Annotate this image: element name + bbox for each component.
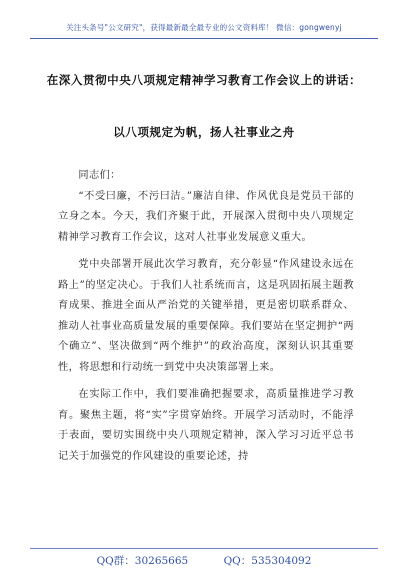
page-header (0, 0, 408, 44)
document-title: 在深入贯彻中央八项规定精神学习教育工作会议上的讲话： (46, 73, 362, 87)
header-divider (30, 38, 378, 39)
document-body (58, 166, 354, 467)
header-promo-text: 关注头条号"公文研究"，获得最新最全最专业的公文资料库！ 微信：gongwenyj (66, 23, 342, 32)
paragraph-1: “不受曰廉，不污曰洁。”廉洁自律、作风优良是党员干部的立身之本。今天，我们齐聚于此，开展深入贯彻中央八项规定精神学习教育工作会议，这对人社事业发展意义重大。 (58, 190, 354, 243)
paragraph-3: 在实际工作中，我们要准确把握要求，高质量推进学习教育。聚焦主题，将“实”字贯穿始终。开展学习活动时，不能浮于表面，要切实围绕中央八项规定精神，深入学习习近平总书记关于加强党的作风建设的重要论述，持 (58, 389, 354, 462)
footer-qq-group: QQ群：30265665 (96, 555, 189, 567)
footer-divider (30, 548, 378, 549)
document-subtitle: 以八项规定为帆，扬人社事业之舟 (113, 125, 295, 139)
salutation: 同志们： (78, 170, 121, 181)
footer-qq-contact: QQ：535304092 (223, 555, 312, 567)
paragraph-2: 党中央部署开展此次学习教育，充分彰显“作风建设永远在路上”的坚定决心。于我们人社系统而言，这是巩固拓展主题教育成果、推进全面从严治党的关键举措，更是密切联系群众、推动人社事业高质量发展的重要保障。我们要站在坚定拥护“两个确立”、坚决做到“两个维护”的政治高度，深刻认识其重要性，将思想和行动统一到党中央决策部署上来。 (58, 259, 354, 373)
page-footer (0, 553, 408, 568)
